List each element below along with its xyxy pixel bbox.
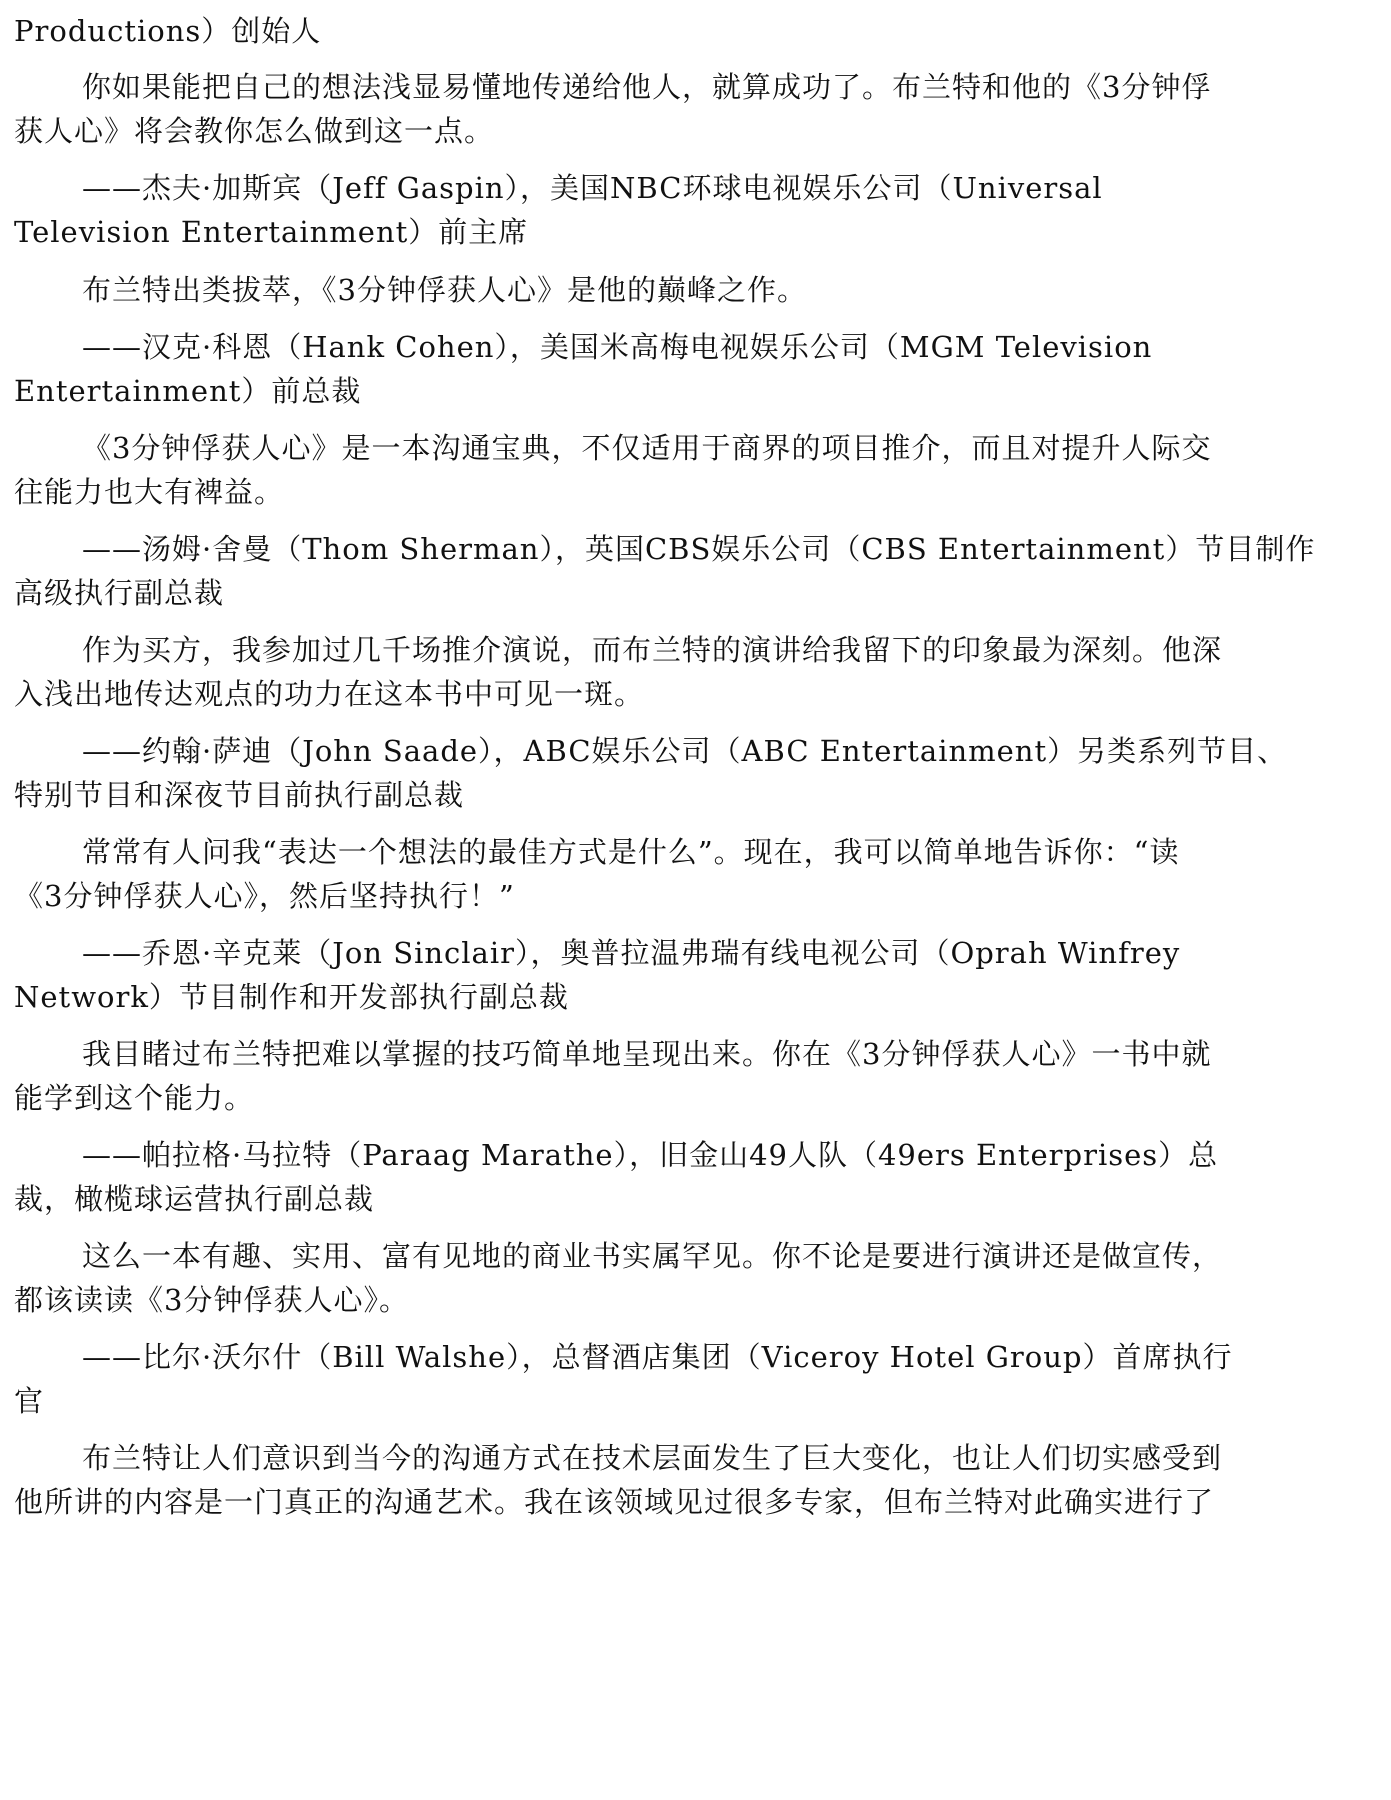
text-line: 《3分钟俘获人心》是一本沟通宝典，不仅适用于商界的项目推介，而且对提升人际交 [82,431,1212,465]
text-line: 常常有人问我“表达一个想法的最佳方式是什么”。现在，我可以简单地告诉你：“读 [82,835,1180,869]
text-line: 这么一本有趣、实用、富有见地的商业书实属罕见。你不论是要进行演讲还是做宣传， [82,1239,1223,1273]
text-line: 我目睹过布兰特把难以掌握的技巧简单地呈现出来。你在《3分钟俘获人心》一书中就 [82,1037,1212,1071]
text-line: 获人心》将会教你怎么做到这一点。 [14,114,495,148]
text-line: Productions）创始人 [14,14,322,48]
text-line: 《3分钟俘获人心》，然后坚持执行！” [14,879,515,913]
text-line: 他所讲的内容是一门真正的沟通艺术。我在该领域见过很多专家，但布兰特对此确实进行了 [14,1485,1215,1519]
text-line: Television Entertainment）前主席 [14,215,529,249]
text-line: 布兰特让人们意识到当今的沟通方式在技术层面发生了巨大变化，也让人们切实感受到 [82,1441,1223,1475]
text-line: ——汉克·科恩（Hank Cohen），美国米高梅电视娱乐公司（MGM Television [82,330,1153,364]
text-line: ——比尔·沃尔什（Bill Walshe），总督酒店集团（Viceroy Hotel Group）首席执行 [82,1340,1233,1374]
text-line: 往能力也大有裨益。 [14,475,285,509]
text-line: 作为买方，我参加过几千场推介演说，而布兰特的演讲给我留下的印象最为深刻。他深 [82,633,1223,667]
text-line: 高级执行副总裁 [14,576,225,610]
text-line: ——约翰·萨迪（John Saade），ABC娱乐公司（ABC Entertainment）另类系列节目、 [82,734,1288,768]
text-line: 入浅出地传达观点的功力在这本书中可见一斑。 [14,677,645,711]
text-line: 都该读读《3分钟俘获人心》。 [14,1283,409,1317]
text-line: Entertainment）前总裁 [14,374,362,408]
text-line: 能学到这个能力。 [14,1081,255,1115]
text-line: ——乔恩·辛克莱（Jon Sinclair），奥普拉温弗瑞有线电视公司（Oprah Winfrey [82,936,1181,970]
text-line: 裁，橄榄球运营执行副总裁 [14,1182,375,1216]
text-line: ——帕拉格·马拉特（Paraag Marathe），旧金山49人队（49ers Enterprises）总 [82,1138,1219,1172]
text-line: Network）节目制作和开发部执行副总裁 [14,980,569,1014]
text-line: 特别节目和深夜节目前执行副总裁 [14,778,465,812]
text-line: 布兰特出类拔萃，《3分钟俘获人心》是他的巅峰之作。 [82,273,807,307]
text-line: 你如果能把自己的想法浅显易懂地传递给他人，就算成功了。布兰特和他的《3分钟俘 [82,70,1212,104]
text-line: ——汤姆·舍曼（Thom Sherman），英国CBS娱乐公司（CBS Entertainment）节目制作 [82,532,1316,566]
text-line: ——杰夫·加斯宾（Jeff Gaspin），美国NBC环球电视娱乐公司（Universal [82,171,1103,205]
text-line: 官 [14,1384,45,1418]
